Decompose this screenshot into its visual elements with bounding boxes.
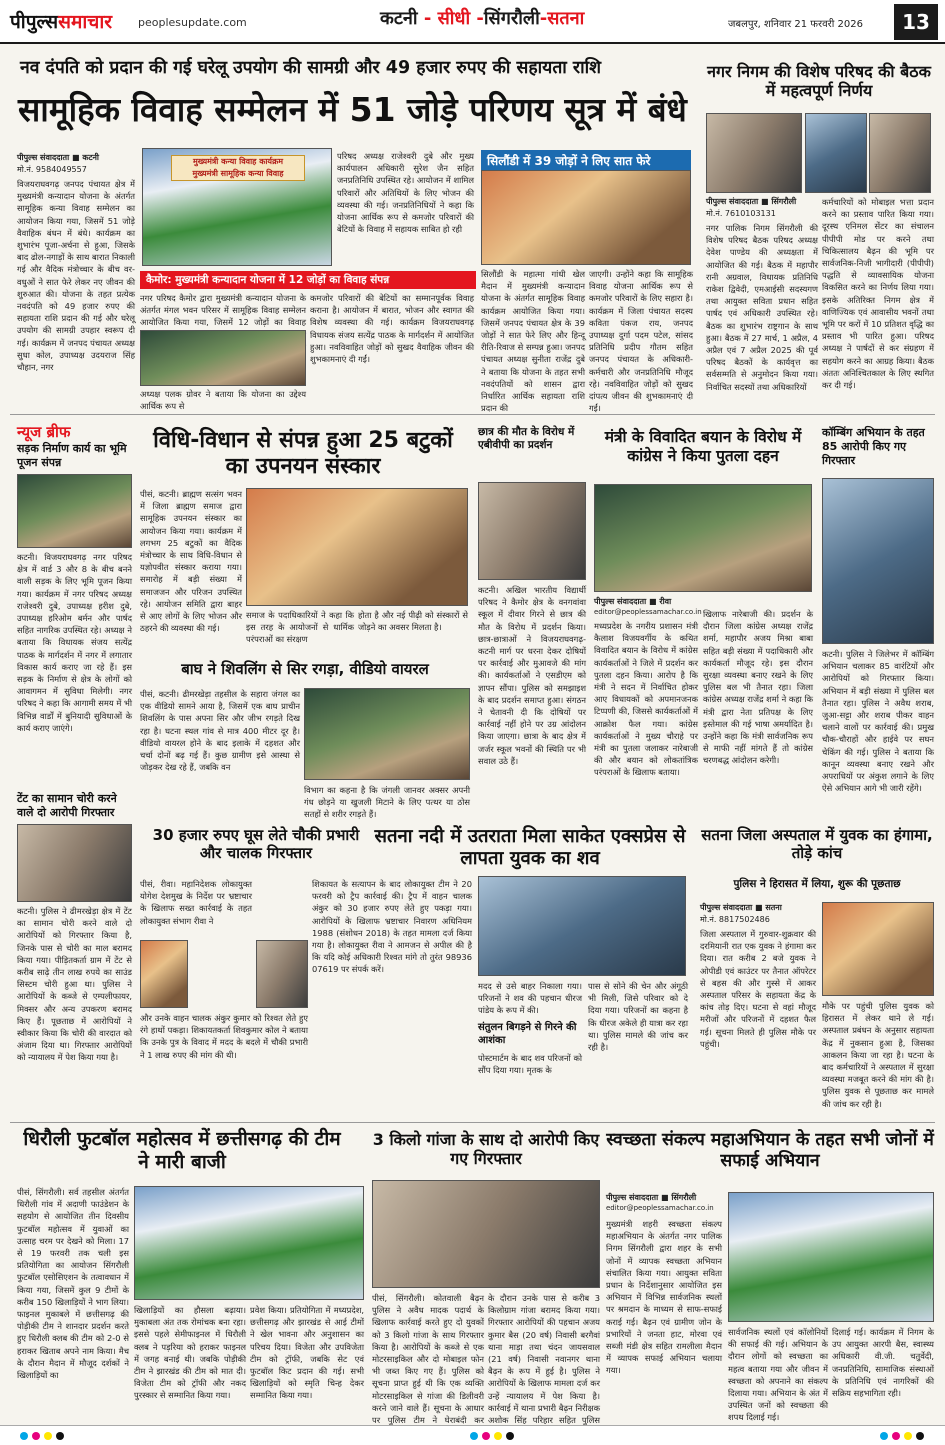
page-number: 13 [894,4,938,40]
tiger-body-1: पीसं, कटनी। ढीमरखेड़ा तहसील के सहारा जंगल का एक वीडियो सामने आया है, जिसमें एक बाघ प्राचीन शिवलिंग के पास अपना सिर और जीभ रगड़ते दिख रहा है। घटना स्थल गांव से मात्र 400 मीटर दूर है। वीडियो वायरल होने के बाद इलाके में दहशत और चर्चा दोनों बढ़ गई हैं। कुछ ग्रामीण इसे आस्था से जोड़कर देख रहे हैं, जबकि वन [140,689,300,773]
lead-byline: पीपुल्स संवाददाता ■ कटनी [17,153,100,162]
divider [10,414,935,415]
upanayan-photo [246,488,468,606]
cmyk-magenta-mark [482,1432,490,1440]
cmyk-black-mark [916,1432,924,1440]
swachhta-byline: पीपुल्स संवाददाता ■ सिंगरौली [606,1193,697,1202]
siloundi-body-1: सिलौंडी के महात्मा गांधी खेल मैदान में मुख्यमंत्री कन्यादान योजना के अंतर्गत सामूहिक विवाह कार्यक्रम आयोजित किया गया। जिसमें जनपद पंचायत क्षेत्र के 39 जोड़ों ने सात फेरे लिए और हिन्दू रीति-रिवाज से सम्पन्न हुआ। जनपद पंचायत अध्यक्ष सुनीता राजेंद्र दुबे ने बताया कि योजना के तहत सभी नवदंपतियों को शासन द्वारा निर्धारित आर्थिक सहायता राशि प्रदान की [481,269,585,414]
cmyk-black-mark [56,1432,64,1440]
abvp-photo [478,482,586,580]
kaimor-photo [140,330,306,386]
nagar-nigam-byline: पीपुल्स संवाददाता ■ सिंगरौली [706,197,797,206]
cmyk-yellow-mark [44,1432,52,1440]
bribe-body-1: पीसं, रीवा। महानिदेशक लोकायुक्त योगेश देशमुख के निर्देश पर भ्रष्टाचार के खिलाफ सख्त कार्रवाई के तहत लोकायुक्त संभाग रीवा ने [140,879,252,926]
divider [10,1122,935,1123]
football-body-1: पीसं, सिंगरौली। सर्व तहसील अंतर्गत धिरौली गांव में अदाणी फाउंडेशन के सहयोग से आयोजित तीन दिवसीय फुटबॉल महोत्सव में युवाओं का उत्साह चरम पर देखने को मिला। 17 से 19 फरवरी तक चली इस प्रतियोगिता का आयोजन सिंगरौली फुटबॉल एसोसिएशन के तत्वावधान में किया गया, जिसमें कुल 9 टीमों के करीब 150 खिलाड़ियों ने भाग लिया। फाइनल मुकाबले में छत्तीसगढ़ की पोड़ीकी टीम ने शानदार प्रदर्शन करते हुए धिरौली क्लब की टीम को 2-0 से हराकर खिताब अपने नाम किया। मैच के दौरान मैदान में मौजूद दर्शकों ने खिलाड़ियों का [17,1187,129,1381]
city-katni: कटनी [380,8,418,29]
cmyk-magenta-mark [892,1432,900,1440]
nagar-nigam-body-2: कर्मचारियों को मोबाइल भत्ता प्रदान करने का प्रस्ताव पारित किया गया। दूरस्थ एनिमल सेंटर का संचालन पीपीपी मोड पर करने तथा चिकित्सालय बैढ़न की भूमि पर सार्वजनिक-निजी भागीदारी (पीपीपी) पद्धति से व्यावसायिक योजना विकसित करने का निर्णय लिया गया। इसके अतिरिक्त निगम क्षेत्र में वाणिज्यिक एवं आवासीय भवनों तथा भूमि पर करों में 10 प्रतिशत वृद्धि का प्रस्ताव भी पारित हुआ। परिषद अध्यक्ष ने पार्षदों से कर संग्रहण में सहयोग करने का आग्रह किया। बैठक अंततः अनिश्चितकाल के लिए स्थगित कर दी गई। [822,197,934,391]
hospital-headline: सतना जिला अस्पताल में युवक का हंगामा, तोड़े कांच [701,826,933,862]
city-singrauli: सिंगरौली [483,8,540,29]
combing-photo [822,478,934,644]
swachhta-body-2: सार्वजनिक स्थलों एवं कॉलोनियों की सफाई की गई। अभियान के दौरान लोगों को स्वच्छता का महत्व बताया गया और जीवन में स्वच्छता को अपनाने का संकल्प दिलाया गया। अभियान के अंत में उपस्थित जनों को स्वच्छता की शपथ दिलाई गई। [728,1327,828,1423]
brief-1-headline: सड़क निर्माण कार्य का भूमि पूजन संपन्न [17,442,127,469]
kaimor-caption: अध्यक्ष पलक ग्रोवर ने बताया कि योजना का उद्देश्य आर्थिक रूप से [140,389,306,412]
cmyk-yellow-mark [904,1432,912,1440]
city-satna: सतना [547,8,585,29]
congress-photo [594,484,812,592]
print-registration-strip [0,1425,945,1445]
lead-banner [171,155,305,181]
banner-line-2: मुख्यमंत्री सामूहिक कन्या विवाह [192,169,284,178]
hospital-body-2: मौके पर पहुंची पुलिस युवक को हिरासत में लेकर थाने ले गई। अस्पताल प्रबंधन के अनुसार सहायता केंद्र में नुकसान हुआ है, जिसका आकलन किया जा रहा है। घटना के बाद कर्मचारियों ने अस्पताल में सुरक्षा व्यवस्था मजबूत करने की मांग की है। पुलिस युवक से पूछताछ कर मामले की जांच कर रही है। [822,1001,934,1109]
bribe-headline: 30 हजार रुपए घूस लेते चौकी प्रभारी और चालक गिरफ्तार [152,826,360,862]
nagar-nigam-body-1: नगर पालिक निगम सिंगरौली की विशेष परिषद बैठक परिषद अध्यक्ष देवेश पाण्डेय की अध्यक्षता में आयोजित की गई। बैठक में महापौर रानी अग्रवाल, विधायक प्रतिनिधि राकेश द्विवेदी, एमआईसी सदस्यगण तथा आयुक्त सविता प्रधान सहित पार्षद एवं अधिकारी उपस्थित रहे। बैठक का शुभारंभ राष्ट्रगान के साथ हुआ। बैठक में 27 मार्च, 1 अप्रैल, 4 अप्रैल एवं 7 अप्रैल 2025 की पूर्व परिषद बैठकों के कार्यवृत्त का सर्वसम्मति से अनुमोदन किया गया। निर्वाचित सदस्यों तथा अधिकारियों [706,223,818,392]
combing-body: कटनी। पुलिस ने जिलेभर में कॉम्बिंग अभियान चलाकर 85 वारंटियों और आरोपियों को गिरफ्तार किया। अभियान में बड़ी संख्या में पुलिस बल तैनात रहा। पुलिस ने अवैध शराब, जुआ-सट्टा और शराब पीकर वाहन चलाने वालों पर कार्रवाई की। प्रमुख चौक-चौराहों और हाईवे पर सघन चेकिंग की गई। पुलिस ने बताया कि कानून व्यवस्था बनाए रखने और अपराधियों पर अंकुश लगाने के लिए ऐसे अभियान आगे भी जारी रहेंगे। [822,649,934,794]
city-separator: - [417,8,438,29]
lead-headline: सामूहिक विवाह सम्मेलन में 51 जोड़े परिणय सूत्र में बंधे [18,90,687,129]
brief-2-headline: टेंट का सामान चोरी करने वाले दो आरोपी गिरफ्तार [17,792,117,819]
hospital-phone: मो.नं. 8817502486 [700,915,770,924]
ganja-photo [372,1180,600,1288]
satna-river-headline: सतना नदी में उतराता मिला साकेत एक्सप्रेस से लापता युवक का शव [374,826,686,870]
issue-date: जबलपुर, शनिवार 21 फरवरी 2026 [728,19,863,30]
banner-line-1: मुख्यमंत्री कन्या विवाह कार्यक्रम [192,157,284,166]
nagar-nigam-photo-2 [805,113,867,193]
satna-river-photo [478,876,686,976]
swachhta-headline: स्वच्छता संकल्प महाअभियान के तहत सभी जोनों में सफाई अभियान [606,1130,934,1171]
ganja-headline: 3 किलो गांजा के साथ दो आरोपी किए गए गिरफ्तार [372,1130,600,1169]
edition-cities [380,6,584,30]
website-url[interactable]: peoplesupdate.com [138,16,247,29]
satna-river-body-4: पास से सोने की चेन और अंगूठी भी मिली, जिसे परिवार को दे दिया गया। परिजनों का कहना है कि धीरज अकेले ही यात्रा कर रहा था। पुलिस मामले की जांच कर रही है। [588,981,688,1053]
hospital-byline: पीपुल्स संवाददाता ■ सतना [700,903,782,912]
cmyk-cyan-mark [880,1432,888,1440]
nagar-nigam-photo-1 [706,113,802,193]
logo-part-a: पीपुल्स [10,11,59,33]
siloundi-headline: सिलौंडी में 39 जोड़ों ने लिए सात फेरे [481,150,691,171]
hospital-body-1: जिला अस्पताल में गुरुवार-शुक्रवार की दरमियानी रात एक युवक ने हंगामा कर दिया। रात करीब 2 बजे युवक ने ओपीडी एवं काउंटर पर तैनात ऑपरेटर से बहस की और गुस्से में आकर अस्पताल परिसर के सहायता केंद्र के कांच तोड़ दिए। घटना से वहां मौजूद मरीजों और परिजनों में दहशत फैल गई। सूचना मिलते ही पुलिस मौके पर पहुंची। [700,929,816,1049]
nagar-nigam-photo-3 [869,113,931,193]
congress-body-1: मध्यप्रदेश के नगरीय प्रशासन मंत्री कैलाश विजयवर्गीय के कथित विवादित बयान के विरोध में कांग्रेस कार्यकर्ताओं ने जिले में प्रदर्शन कर पुतला दहन किया। आरोप है कि मंत्री ने सदन में निर्वाचित होकर आए विधायकों को अपमानजनक टिप्पणी की, जिससे कार्यकर्ताओं में आक्रोश फैल गया। कांग्रेस कार्यकर्ताओं ने मुख्य चौराहे पर मंत्री का पुतला जलाकर नारेबाजी की और बयान को लोकतांत्रिक परंपराओं के खिलाफ बताया। [594,621,698,778]
nagar-nigam-headline: नगर निगम की विशेष परिषद की बैठक में महत्वपूर्ण निर्णय [707,62,931,101]
football-body-3: प्रवेश किया। प्रतियोगिता में मध्यप्रदेश, छत्तीसगढ़ और झारखंड से आई टीमों ने खेल भावना और अनुशासन का परिचय दिया। विजेता और उपविजेता टीम को ट्रॉफी, जबकि सेट एवं फुटबॉल किट प्रदान की गई। सभी खिलाड़ियों को स्मृति चिन्ह देकर सम्मानित किया गया। [250,1305,364,1401]
logo-part-b: समाचार [58,11,113,33]
cmyk-black-mark [506,1432,514,1440]
ganja-body-1: पीसं, सिंगरौली। कोतवाली बैढ़न पुलिस ने अवैध मादक पदार्थ के खिलाफ कार्रवाई करते हुए दो युवकों को 3 किलो गांजा के साथ गिरफ्तार किया है। आरोपियों के कब्जे से एक मोटरसाइकिल और दो मोबाइल फोन भी जब्त किए गए हैं। पुलिस को सूचना प्राप्त हुई थी कि एक व्यक्ति मोटरसाइकिल से गांजा की डिलीवरी करने जाने वाले हैं। सूचना के आधार पर पुलिस टीम ने घेराबंदी कर [372,1293,484,1426]
satna-river-body-3: पोस्टमार्टम के बाद शव परिजनों को सौंप दिया गया। मृतक के [478,1053,582,1076]
swachhta-body-3: दिलाई गई। कार्यक्रम में निगम के उप आयुक्त आरपी बैस, स्वास्थ्य अधिकारी वी.जी. चतुर्वेदी, जनप्रतिनिधि, सामाजिक संस्थाओं के प्रतिनिधि एवं नागरिकों की सक्रिय सहभागिता रही। [832,1327,934,1399]
hospital-photo [822,902,934,996]
lead-body-2: परिषद अध्यक्ष राजेश्वरी दुबे और मुख्य कार्यपालन अधिकारी सुरेश जैन सहित जनप्रतिनिधि उपस्थित रहे। आयोजन में शामिल परिवारों और अतिथियों के लिए भोजन की व्यवस्था की गई। जनप्रतिनिधियों ने कहा कि योजना आर्थिक रूप से कमजोर परिवारों की बेटियों के विवाह में सहायक साबित हो रही [337,151,474,235]
tiger-body-2: विभाग का कहना है कि जंगली जानवर अक्सर अपनी गंध छोड़ने या खुजली मिटाने के लिए पत्थर या ठोस सतहों से शरीर रगड़ते हैं। [304,785,470,820]
swachhta-email[interactable]: editor@peoplessamachar.co.in [606,1204,714,1212]
abvp-headline: छात्र की मौत के विरोध में एबीवीपी का प्रदर्शन [478,426,575,452]
swachhta-body-1: मुख्यमंत्री शहरी स्वच्छता संकल्प महाअभियान के अंतर्गत नगर पालिक निगम सिंगरौली द्वारा शहर के सभी जोनों में व्यापक स्वच्छता अभियान संचालित किया गया। आयुक्त सविता प्रधान के निर्देशानुसार आयोजित इस अभियान में विभिन्न सार्वजनिक स्थलों पर श्रमदान के माध्यम से साफ-सफाई कराई गई। बैढ़न एवं ग्रामीण जोन के प्रभारियों ने जनता हाट, मोरवा एवं सब्जी मंडी क्षेत्र सहित रामलीला मैदान में व्यापक सफाई अभियान चलाया गया। [606,1219,722,1376]
logo [10,8,112,34]
ganja-body-2: के दौरान उनके पास से करीब 3 किलोग्राम गांजा बरामद किया गया। गिरफ्तार आरोपियों की पहचान अजय कुमार बैस (20 वर्ष) निवासी बरगैवां थाना माड़ा तथा चंदन जायसवाल (21 वर्ष) निवासी नवानगर थाना बैढ़न के रूप में हुई है। पुलिस ने आरोपियों के खिलाफ मामला दर्ज कर उन्हें न्यायालय में पेश किया है। कार्रवाई में थाना प्रभारी बैढ़न निरीक्षक अशोक सिंह परिहार सहित पुलिस [488,1293,600,1426]
swachhta-photo [728,1192,934,1322]
upanayan-body-2: समाज के पदाधिकारियों ने कहा कि इस तरह के आयोजनों से धार्मिक परंपराओं का संरक्षण [246,610,354,645]
tiger-video-still [304,688,470,780]
news-brief-label: न्यूज ब्रीफ [17,423,71,441]
football-body-2: खिलाड़ियों का हौसला बढ़ाया। मुकाबला अंत तक रोमांचक बना रहा। इससे पहले सेमीफाइनल में धिरौली क्लब ने पड़रिया को हराकर फाइनल में जगह बनाई थी। जबकि पोड़ीकी टीम ने झारखंड की टीम को मात दी। विजेता टीम को ट्रॉफी और नकद पुरस्कार से सम्मानित किया गया। [134,1305,246,1401]
lead-phone: मो.नं. 9584049557 [17,165,87,174]
nagar-nigam-phone: मो.नं. 7610103131 [706,209,776,218]
football-headline: धिरौली फुटबॉल महोत्सव में छत्तीसगढ़ की टीम ने मारी बाजी [23,1128,341,1173]
lead-body: विजयराघवगढ़ जनपद पंचायत क्षेत्र में मुख्यमंत्री कन्यादान योजना के अंतर्गत सामूहिक कन्या विवाह सम्मेलन का आयोजन किया गया, जिसमें 51 जोड़े वैवाहिक बंधन में बंधे। कार्यक्रम का शुभारंभ पूजा-अर्चना से हुआ, जिसके बाद ढोल-नगाड़ों के साथ बारात निकाली गई और वैदिक मंत्रोच्चार के बीच वर-वधुओं ने सात फेरे लेकर नए जीवन की शुरुआत की। योजना के तहत प्रत्येक नवदंपति को 49 हजार रुपए की सहायता राशि प्रदान की गई और घरेलू उपयोग की सामग्री उपहार स्वरूप दी गई। कार्यक्रम में जनपद पंचायत अध्यक्ष सुधा कोल, उपाध्यक्ष उदयराज सिंह चौहान, नगर [17,179,135,373]
congress-byline: पीपुल्स संवाददाता ■ रीवा [594,597,672,606]
tiger-headline: बाघ ने शिवलिंग से सिर रगड़ा, वीडियो वायरल [181,660,429,678]
cmyk-cyan-mark [20,1432,28,1440]
kaimor-body-2: कमजोर परिवारों की बेटियों का सम्मानपूर्वक विवाह कराना है। आयोजन में बारात, भोजन और स्वागत की विशेष व्यवस्था की गई। कार्यक्रम विजयराघवगढ़ विधायक संजय सत्येंद्र पाठक के मार्गदर्शन में आयोजित हुआ। नवविवाहित जोड़ों को सुखद वैवाहिक जीवन की शुभकामनाएं दी गईं। [310,293,474,365]
kaimor-body-1: नगर परिषद कैमोर द्वारा मुख्यमंत्री कन्यादान योजना के अंतर्गत मंगल भवन परिसर में सामूहिक विवाह सम्मेलन आयोजित किया गया, जिसमें 12 जोड़ों का विवाह [140,293,306,328]
city-separator: - [539,8,548,29]
bribe-body-3: और उनके वाहन चालक अंकुर कुमार को रिश्वत लेते हुए रंगे हाथों पकड़ा। शिकायतकर्ता शिवकुमार कोल ने बताया कि उनके पुत्र के विवाद में मदद के बदले में चौकी प्रभारी ने 1 लाख रुपए की मांग की थी। [140,1013,308,1060]
combing-headline: कॉम्बिंग अभियान के तहत 85 आरोपी किए गए गिरफ्तार [822,426,925,467]
kaimor-headline: कैमोर: मुख्यमंत्री कन्यादान योजना में 12 जोड़ों का विवाह संपन्न [140,271,476,289]
brief-1-photo [17,474,132,548]
brief-1-body: कटनी। विजयराघवगढ़ नगर परिषद क्षेत्र में वार्ड 3 और 8 के बीच बनने वाली सड़क के लिए भूमि पूजन किया गया। कार्यक्रम में नगर परिषद अध्यक्ष राजेश्वरी दुबे, उपाध्यक्ष हरीश दुबे, उपाध्यक्ष हरिओम बर्मन और पार्षद सहित नागरिक उपस्थित रहे। अध्यक्ष ने बताया कि विधायक संजय सत्येंद्र पाठक के मार्गदर्शन में नगर में लगातार विकास कार्य कराए जा रहे हैं। इस सड़क के निर्माण से क्षेत्र के लोगों को आवागमन में सुविधा मिलेगी। नगर परिषद ने कहा कि आगामी समय में भी विभिन्न वार्डों में बुनियादी सुविधाओं के कार्य कराए जाएंगे। [17,552,132,733]
brief-2-photo [17,824,132,902]
brief-2-body: कटनी। पुलिस ने ढीमरखेड़ा क्षेत्र में टेंट का सामान चोरी करने वाले दो आरोपियों को गिरफ्तार किया है, जिनके पास से चोरी का माल बरामद किया गया। पीड़ितकर्ता ग्राम में टेंट से करीब साढ़े तीन लाख रुपये का साउंड सिस्टम चोरी हुआ था। पुलिस ने आरोपियों के कब्जे से एम्पलीफायर, मिक्सर और अन्य उपकरण बरामद किए हैं। पूछताछ में आरोपियों ने स्वीकार किया कि चोरी की वारदात को अंजाम दिया था। गिरफ्तार आरोपियों को न्यायालय में पेश किया गया है। [17,906,132,1063]
city-sidhi: सीधी [437,8,471,29]
satna-river-subhead: संतुलन बिगड़ने से गिरने की आशंका [478,1022,577,1046]
cmyk-magenta-mark [32,1432,40,1440]
congress-body-2: खिलाफ नारेबाजी की। प्रदर्शन के दौरान जिला कांग्रेस अध्यक्ष राजेंद्र शर्मा, महापौर अजय मिश्रा बाबा सहित बड़ी संख्या में पदाधिकारी और कार्यकर्ता मौजूद रहे। इस दौरान सुरक्षा व्यवस्था बनाए रखने के लिए पुलिस बल भी तैनात रहा। जिला कांग्रेस अध्यक्ष राजेंद्र शर्मा ने कहा कि मंत्री द्वारा नेता प्रतिपक्ष के लिए इस्तेमाल की गई भाषा अमर्यादित है। उन्होंने कहा कि मंत्री सार्वजनिक रूप से माफी नहीं मांगते हैं तो कांग्रेस चरणबद्ध आंदोलन करेगी। [703,609,813,766]
cmyk-yellow-mark [494,1432,502,1440]
masthead [0,0,945,44]
hospital-subhead: पुलिस ने हिरासत में लिया, शुरू की पूछताछ [733,878,901,890]
abvp-body: कटनी। अखिल भारतीय विद्यार्थी परिषद ने कैमोर क्षेत्र के वनगवांवा स्कूल में दीवार गिरने से छात्र की मौत के विरोध में प्रदर्शन किया। छात्र-छात्राओं ने विजयराघवगढ़-कटनी मार्ग पर धरना देकर दोषियों पर कार्रवाई और मुआवजे की मांग की। कार्यकर्ताओं ने एसडीएम को ज्ञापन सौंपा। पुलिस को समझाइश के बाद प्रदर्शन समाप्त हुआ। संगठन ने चेतावनी दी कि दोषियों पर कार्रवाई नहीं होने पर उग्र आंदोलन किया जाएगा। छात्रा के बाद क्षेत्र में जर्जर स्कूल भवनों की स्थिति पर भी सवाल उठे हैं। [478,585,586,766]
congress-email[interactable]: editor@peoplessamachar.co.in [594,608,702,616]
bribe-photo-1 [140,940,188,1008]
upanayan-body-1: पीसं, कटनी। ब्राह्मण सत्संग भवन में जिला ब्राह्मण समाज द्वारा सामूहिक उपनयन संस्कार का आयोजन किया गया। कार्यक्रम में लगभग 25 बटुकों का वैदिक मंत्रोच्चार के साथ विधि-विधान से यज्ञोपवीत संस्कार कराया गया। समारोह में बड़ी संख्या में समाजजन और परिजन उपस्थित रहे। आयोजन समिति द्वारा बाहर से आए लोगों के लिए भोजन और ठहरने की व्यवस्था की गई। [140,489,242,634]
bribe-photo-2 [256,940,308,1008]
lead-photo [142,148,332,266]
upanayan-headline: विधि-विधान से संपन्न हुआ 25 बटुकों का उपनयन संस्कार [153,428,453,480]
siloundi-body-2: जाएगी। उन्होंने कहा कि सामूहिक विवाह योजना आर्थिक रूप से कमजोर परिवारों के लिए सहारा है। कार्यक्रम में जिला पंचायत सदस्य कविता पंकज राय, जनपद उपाध्यक्ष दुर्गा पदम पटेल, सांसद प्रतिनिधि प्रदीप गौतम सहित जनपद पंचायत के अधिकारी-कर्मचारी और जनप्रतिनिधि मौजूद रहे। नवविवाहित जोड़ों को सुखद दांपत्य जीवन की शुभकामनाएं दी गईं। [589,269,693,414]
siloundi-photo [481,170,691,265]
city-separator: - [470,8,484,29]
upanayan-body-3: होता है और नई पीढ़ी को संस्कारों से जोड़ने का अवसर मिलता है। [358,610,468,633]
cmyk-cyan-mark [470,1432,478,1440]
football-photo [134,1186,364,1300]
congress-headline: मंत्री के विवादित बयान के विरोध में कांग्रेस ने किया पुतला दहन [604,428,802,465]
lead-kicker: नव दंपति को प्रदान की गई घरेलू उपयोग की सामग्री और 49 हजार रुपए की सहायता राशि [20,58,602,78]
satna-river-caption: मदद से उसे बाहर निकाला गया। परिजनों ने शव की पहचान धीरज पांडेय के रूप में की। [478,981,582,1016]
bribe-body-2: शिकायत के सत्यापन के बाद लोकायुक्त टीम ने 20 फरवरी को ट्रैप कार्रवाई की। ट्रैप में वाहन चालक अंकुर को 30 हजार रुपए लेते हुए पकड़ा गया। आरोपियों के खिलाफ भ्रष्टाचार निवारण अधिनियम 1988 (संशोधन 2018) के तहत मामला दर्ज किया गया है। लोकायुक्त रीवा ने आमजन से अपील की है कि यदि कोई अधिकारी रिश्वत मांगे तो तुरंत 98936 07619 पर संपर्क करें। [312,879,472,975]
